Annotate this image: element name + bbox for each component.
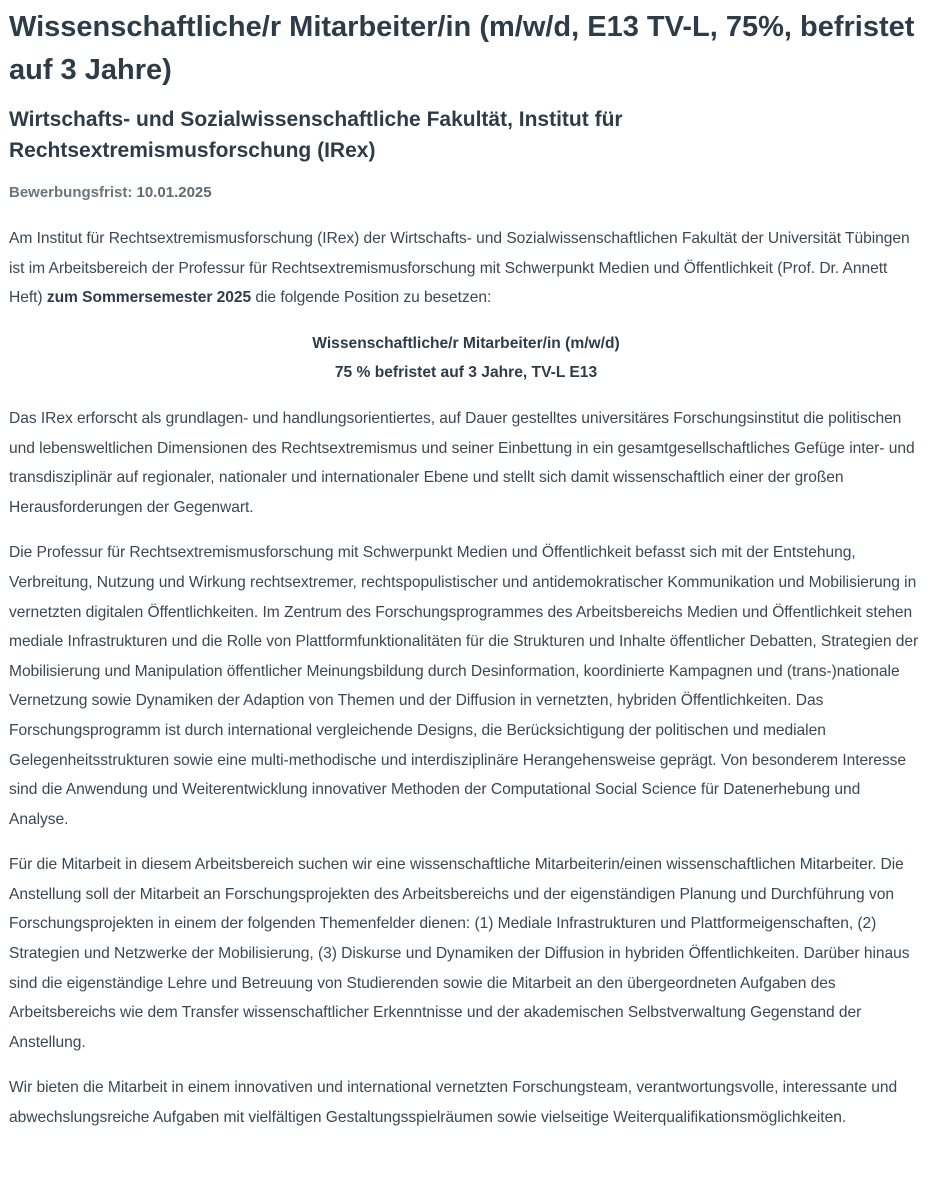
professorship-paragraph: Die Professur für Rechtsextremismusforschung mit Schwerpunkt Medien und Öffentlichkeit befasst sich mit der Entstehung, Verbreitung, Nutzung und Wirkung rechtsextremer, rechtspopulistischer und antidemokratischer Kommunikation und Mobilisierung in vernetzten digitalen Öffentlichkeiten. Im Zentrum des Forschungsprogrammes des Arbeitsbereichs Medien und Öffentlichkeit stehen mediale Infrastrukturen und die Rolle von Plattformfunktionalitäten für die Strukturen und Inhalte öffentlicher Debatten, Strategien der Mobilisierung und Manipulation öffentlicher Meinungsbildung durch Desinformation, koordinierte Kampagnen und (trans-)nationale Vernetzung sowie Dynamiken der Adaption von Themen und der Diffusion in vernetzten, hybriden Öffentlichkeiten. Das Forschungsprogramm ist durch international vergleichende Designs, die Berücksichtigung der politischen und medialen Gelegenheitsstrukturen sowie eine multi-methodische und interdisziplinäre Herangehensweise geprägt. Von besonderem Interesse sind die Anwendung und Weiterentwicklung innovativer Methoden der Computational Social Science für Datenerhebung und Analyse. (9, 544, 919, 828)
intro-paragraph (9, 224, 923, 313)
position-block (9, 329, 923, 388)
intro-text-after: die folgende Position zu besetzen: (251, 289, 492, 307)
intro-text-before: Am Institut für Rechtsextremismusforschung (IRex) der Wirtschafts- und Sozialwissenschaftlichen Fakultät der Universität Tübingen ist im Arbeitsbereich der Professur für Rechtsextremismusforschung mit Schwerpunkt Medien und Öffentlichkeit (Prof. Dr. Annett Heft) (9, 230, 910, 307)
position-title: Wissenschaftliche/r Mitarbeiter/in (m/w/d) (312, 334, 620, 352)
deadline-label: Bewerbungsfrist: (9, 184, 133, 201)
page-title: Wissenschaftliche/r Mitarbeiter/in (m/w/d, E13 TV-L, 75%, befristet auf 3 Jahre) (9, 11, 915, 86)
institute-paragraph: Das IRex erforscht als grundlagen- und handlungsorientiertes, auf Dauer gestelltes universitäres Forschungsinstitut die politischen und lebensweltlichen Dimensionen des Rechtsextremismus und seiner Einbettung in ein gesamtgesellschaftliches Gefüge inter- und transdisziplinär auf regionaler, nationaler und internationaler Ebene und stellt sich damit wissenschaftlich einer der großen Herausforderungen der Gegenwart. (9, 409, 915, 516)
intro-text-bold: zum Sommersemester 2025 (46, 289, 252, 307)
faculty-subtitle: Wirtschafts- und Sozialwissenschaftliche Fakultät, Institut für Rechtsextremismusforschung (IRex) (9, 108, 623, 162)
position-terms: 75 % befristet auf 3 Jahre, TV-L E13 (334, 364, 598, 382)
application-deadline (9, 183, 923, 203)
tasks-paragraph: Für die Mitarbeit in diesem Arbeitsbereich suchen wir eine wissenschaftliche Mitarbeiterin/einen wissenschaftlichen Mitarbeiter. Die Anstellung soll der Mitarbeit an Forschungsprojekten des Arbeitsbereichs und der eigenständigen Planung und Durchführung von Forschungsprojekten in einem der folgenden Themenfelder dienen: (1) Mediale Infrastrukturen und Plattformeigenschaften, (2) Strategien und Netzwerke der Mobilisierung, (3) Diskurse und Dynamiken der Diffusion in hybriden Öffentlichkeiten. Darüber hinaus sind die eigenständige Lehre und Betreuung von Studierenden sowie die Mitarbeit an den übergeordneten Aufgaben des Arbeitsbereichs wie dem Transfer wissenschaftlicher Erkenntnisse und der akademischen Selbstverwaltung Gegenstand der Anstellung. (9, 856, 910, 1051)
deadline-value: 10.01.2025 (136, 184, 212, 201)
offer-paragraph: Wir bieten die Mitarbeit in einem innovativen und international vernetzten Forschungsteam, verantwortungsvolle, interessante und abwechslungsreiche Aufgaben mit vielfältigen Gestaltungsspielräumen sowie vielseitige Weiterqualifikationsmöglichkeiten. (9, 1079, 898, 1127)
